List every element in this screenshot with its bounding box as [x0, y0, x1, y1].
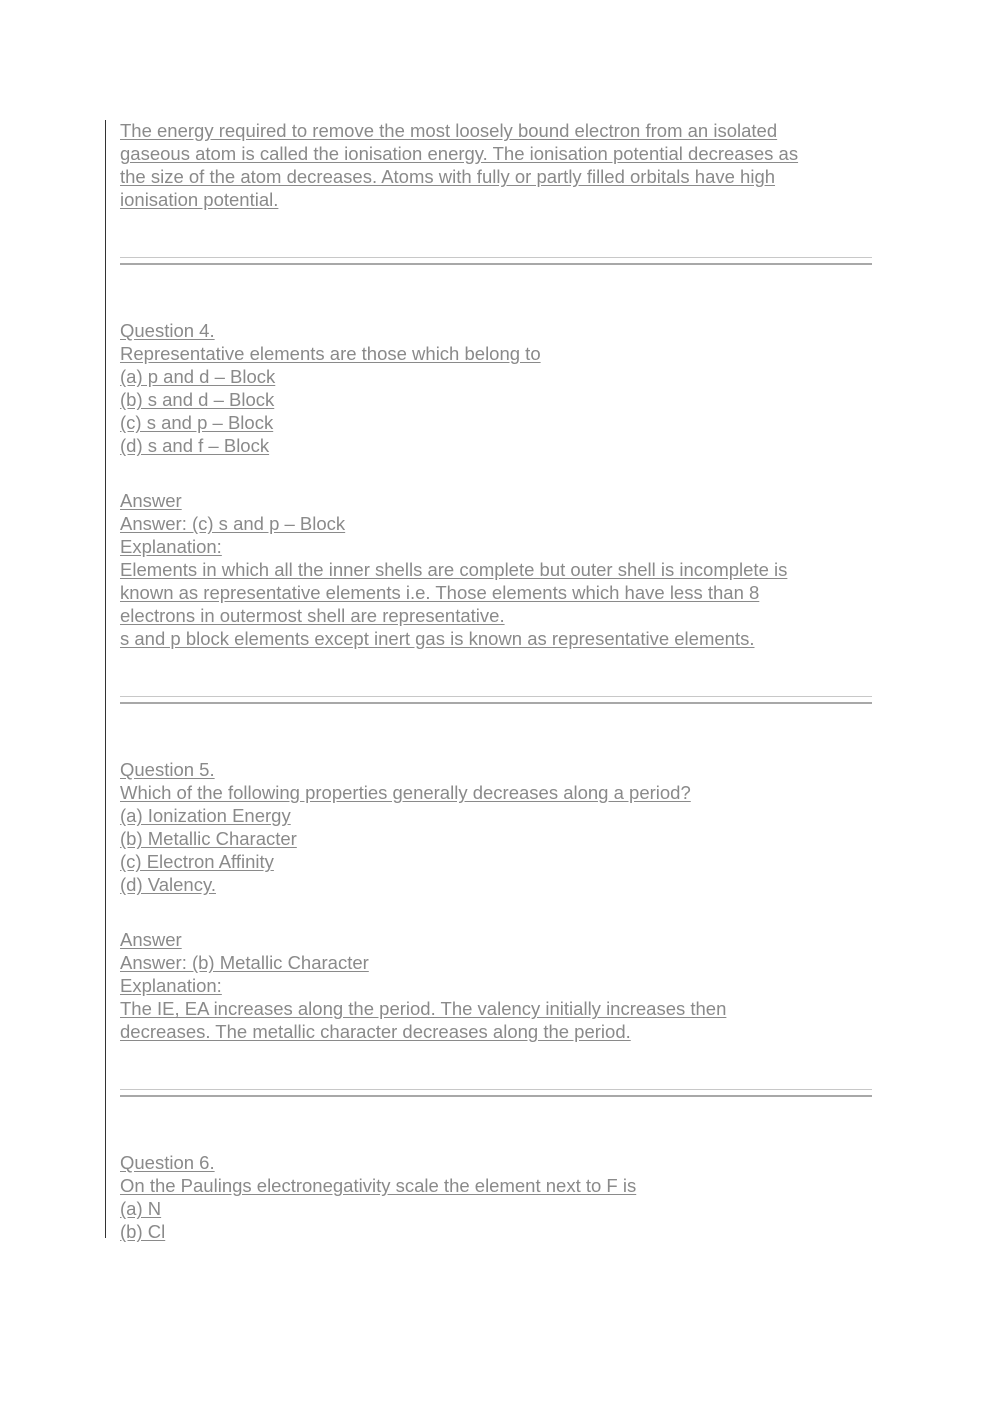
section-divider: [120, 696, 872, 704]
question-text[interactable]: On the Paulings electronegativity scale the element next to F is: [120, 1175, 637, 1196]
question-number[interactable]: Question 5.: [120, 759, 215, 780]
section-divider: [120, 1089, 872, 1097]
option-c[interactable]: (c) s and p – Block: [120, 412, 274, 433]
explanation-line[interactable]: Elements in which all the inner shells are complete but outer shell is incomplete is: [120, 559, 788, 580]
question-text[interactable]: Which of the following properties generally decreases along a period?: [120, 782, 691, 803]
explanation-line[interactable]: The energy required to remove the most loosely bound electron from an isolated: [120, 120, 778, 141]
content-column: [120, 119, 880, 1243]
option-b[interactable]: (b) Metallic Character: [120, 828, 297, 849]
explanation-line[interactable]: the size of the atom decreases. Atoms with fully or partly filled orbitals have high: [120, 166, 776, 187]
option-a[interactable]: (a) Ionization Energy: [120, 805, 291, 826]
explanation-label[interactable]: Explanation:: [120, 536, 222, 557]
explanation-line[interactable]: The IE, EA increases along the period. The valency initially increases then: [120, 998, 727, 1019]
option-c[interactable]: (c) Electron Affinity: [120, 851, 274, 872]
left-margin-rule: [105, 120, 106, 1238]
explanation-line[interactable]: electrons in outermost shell are representative.: [120, 605, 505, 626]
answer-link[interactable]: Answer: [120, 490, 182, 511]
option-b[interactable]: (b) s and d – Block: [120, 389, 275, 410]
explanation-line[interactable]: known as representative elements i.e. Those elements which have less than 8: [120, 582, 760, 603]
explanation-line[interactable]: ionisation potential.: [120, 189, 279, 210]
explanation-line[interactable]: decreases. The metallic character decreases along the period.: [120, 1021, 631, 1042]
question-text[interactable]: Representative elements are those which belong to: [120, 343, 541, 364]
explanation-line[interactable]: s and p block elements except inert gas is known as representative elements.: [120, 628, 755, 649]
question-6: [120, 1151, 880, 1243]
intro-explanation: [120, 119, 880, 211]
explanation-label[interactable]: Explanation:: [120, 975, 222, 996]
option-d[interactable]: (d) Valency.: [120, 874, 216, 895]
answer-link[interactable]: Answer: [120, 929, 182, 950]
option-a[interactable]: (a) N: [120, 1198, 162, 1219]
option-b[interactable]: (b) Cl: [120, 1221, 166, 1242]
question-number[interactable]: Question 4.: [120, 320, 215, 341]
section-divider: [120, 257, 872, 265]
question-4: [120, 319, 880, 650]
answer-text[interactable]: Answer: (b) Metallic Character: [120, 952, 369, 973]
question-number[interactable]: Question 6.: [120, 1152, 215, 1173]
option-a[interactable]: (a) p and d – Block: [120, 366, 276, 387]
question-5: [120, 758, 880, 1043]
answer-text[interactable]: Answer: (c) s and p – Block: [120, 513, 346, 534]
explanation-line[interactable]: gaseous atom is called the ionisation energy. The ionisation potential decreases as: [120, 143, 799, 164]
option-d[interactable]: (d) s and f – Block: [120, 435, 270, 456]
